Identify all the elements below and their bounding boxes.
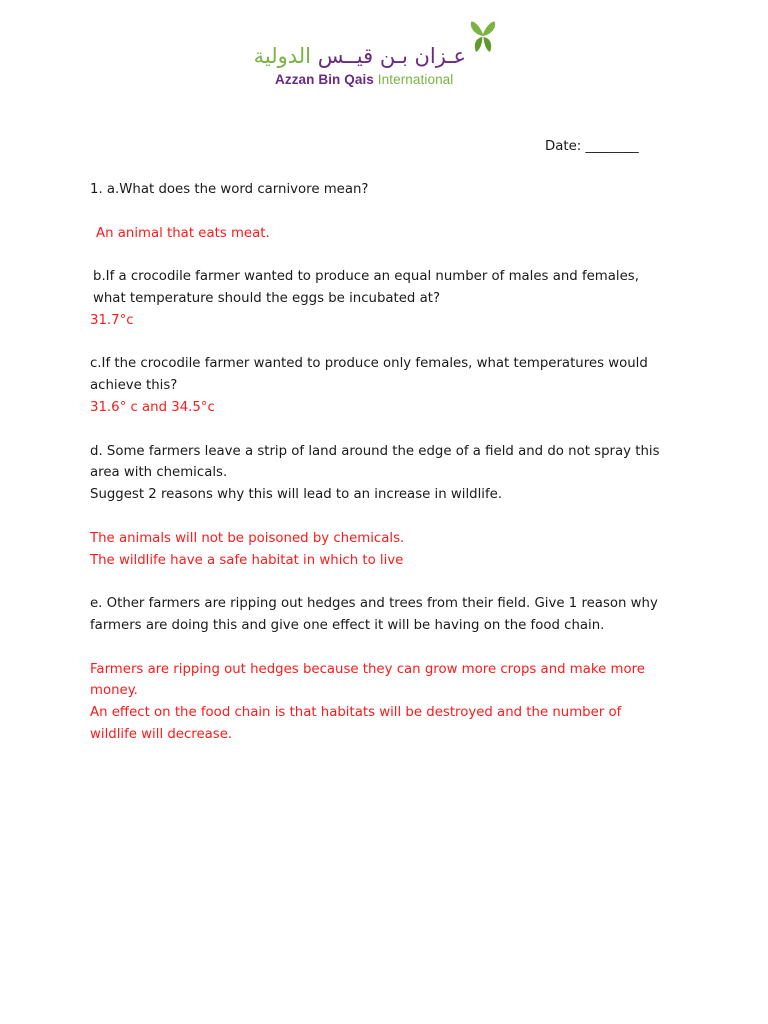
logo-arabic-international: الدولية — [253, 44, 311, 68]
answer-1d-reason-2: The wildlife have a safe habitat in which to live — [90, 552, 404, 568]
logo-english-international: International — [377, 72, 454, 87]
question-1a: 1. a.What does the word carnivore mean? — [90, 182, 369, 197]
answer-1e-effect: An effect on the food chain is that habitats will be destroyed and the number of wildlife will decrease. — [90, 705, 622, 742]
question-1d-prompt: Suggest 2 reasons why this will lead to an increase in wildlife. — [90, 487, 503, 503]
question-1b: b.If a crocodile farmer wanted to produce an equal number of males and females, what temperature should the eggs be incubated at? — [93, 269, 639, 306]
question-1c: c.If the crocodile farmer wanted to produce only females, what temperatures would achieve this? — [90, 356, 648, 394]
butterfly-icon — [470, 20, 496, 54]
answer-1c: 31.6° c and 34.5°c — [90, 399, 215, 415]
worksheet-body — [90, 179, 670, 746]
logo-english-name: Azzan Bin Qais — [275, 72, 374, 87]
logo-english-text — [275, 72, 453, 88]
answer-1a: An animal that eats meat. — [96, 225, 270, 241]
question-1e: e. Other farmers are ripping out hedges and trees from their field. Give 1 reason why farmers are doing this and give one effect it will be having on the food chain. — [90, 596, 658, 633]
answer-1b: 31.7°c — [90, 312, 134, 328]
answer-1d-reason-1: The animals will not be poisoned by chemicals. — [90, 530, 405, 546]
logo-arabic-text — [254, 44, 466, 68]
logo-arabic-name: عـزان بـن قيــس — [317, 44, 466, 68]
question-1d: d. Some farmers leave a strip of land around the edge of a field and do not spray this area with chemicals. — [90, 443, 660, 481]
school-logo — [253, 20, 496, 90]
date-field: Date: ________ — [545, 139, 639, 154]
answer-1e-reason: Farmers are ripping out hedges because they can grow more crops and make more money. — [90, 661, 645, 699]
